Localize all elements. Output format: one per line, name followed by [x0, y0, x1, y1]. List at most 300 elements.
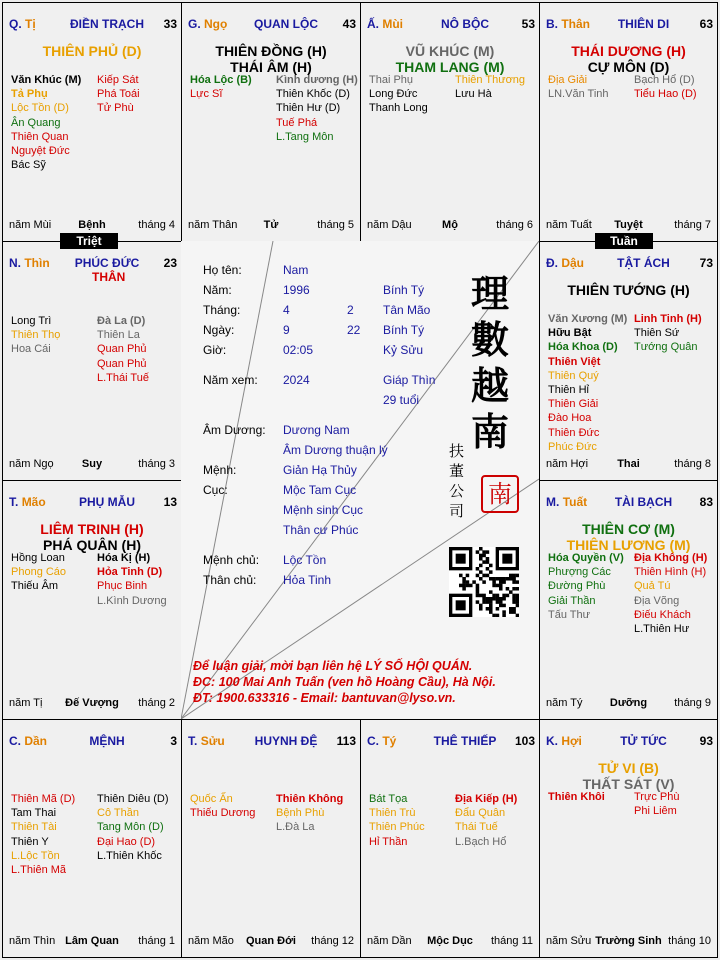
star-item: Thiên Mã (D) — [11, 793, 76, 805]
star-item: Thiên Việt — [548, 355, 601, 368]
palace-footer — [9, 935, 175, 949]
star-item: Phúc Đức — [548, 440, 597, 453]
nam-xem-can-chi: Giáp Thìn — [383, 373, 436, 387]
minor-stars-right — [634, 73, 697, 101]
nam-can-chi: Bính Tý — [383, 283, 425, 297]
palace-huynh-de — [181, 719, 361, 958]
contact-line-1: Để luận giải, mời bạn liên hệ LÝ SỐ HỘI QUÁN. — [193, 659, 473, 673]
main-stars — [7, 521, 177, 553]
star-item: Trực Phù — [634, 791, 680, 803]
minor-stars-left — [11, 792, 75, 877]
minor-stars-right — [455, 792, 517, 849]
palace-can: B. — [546, 17, 558, 31]
palace-footer — [546, 935, 711, 949]
footer-trang-sinh: Mộc Dục — [427, 935, 473, 947]
star-item: Tuế Phá — [276, 116, 318, 129]
star-item: L.Kình Dương — [97, 594, 167, 607]
palace-can: C. — [367, 734, 379, 748]
star-item: Thiên La — [97, 329, 140, 342]
minor-stars-left — [369, 792, 425, 849]
star-item: Thiếu Âm — [11, 580, 59, 593]
palace-position — [9, 734, 47, 748]
tuan-badge: Tuần — [595, 233, 653, 249]
star-item: Bát Tọa — [369, 793, 408, 805]
footer-year: năm Dần — [367, 935, 412, 947]
palace-position — [188, 17, 227, 31]
palace-name-text: THIÊN DI — [617, 17, 670, 31]
star-item: Thiên Tài — [11, 821, 57, 834]
minor-stars-right — [276, 73, 358, 144]
palace-tat-ach — [539, 241, 718, 481]
star-item: Thai Phụ — [369, 74, 414, 86]
star-item: Tiểu Hao (D) — [634, 88, 697, 101]
palace-age: 73 — [699, 256, 713, 270]
palace-name-text: ĐIỀN TRẠCH — [70, 17, 144, 31]
palace-chi: Sửu — [200, 734, 225, 748]
than-chu-label: Thân chủ: — [203, 573, 257, 587]
palace-age: 83 — [699, 495, 713, 509]
palace-header — [367, 734, 535, 750]
palace-name — [594, 734, 693, 748]
palace-the-thiep — [360, 719, 540, 958]
star-item: Hỉ Thần — [369, 835, 408, 848]
minor-stars-left — [11, 73, 81, 172]
palace-footer — [188, 935, 354, 949]
star-item: Thiên Đức — [548, 426, 600, 439]
palace-name — [415, 17, 515, 31]
star-item: Nguyệt Đức — [11, 145, 70, 158]
cuc-label: Cục: — [203, 483, 228, 497]
palace-age: 23 — [163, 256, 177, 270]
palace-age: 53 — [521, 17, 535, 31]
gio-value: 02:05 — [283, 343, 314, 357]
palace-name-text: NÔ BỘC — [441, 17, 489, 31]
star-item: Thiên Thương — [455, 74, 526, 86]
star-item: Thiên Hình (H) — [634, 566, 707, 579]
triet-badge: Triệt — [60, 233, 118, 249]
footer-trang-sinh: Quan Đới — [246, 935, 296, 947]
star-item: Phá Toái — [97, 88, 140, 101]
minor-stars-right — [97, 73, 140, 116]
palace-header — [546, 734, 713, 750]
star-item: Thiên Diêu (D) — [97, 793, 169, 805]
palace-phuc-duc — [2, 241, 182, 481]
palace-footer — [367, 219, 533, 233]
footer-trang-sinh: Trường Sinh — [595, 935, 662, 947]
star-item: L.Tang Môn — [276, 130, 334, 143]
footer-month: tháng 8 — [674, 458, 711, 470]
star-item: Hóa Khoa (D) — [548, 341, 618, 354]
palace-position — [546, 256, 584, 270]
footer-month: tháng 5 — [317, 219, 354, 231]
palace-name-text: PHÚC ĐỨC — [74, 256, 140, 270]
star-item: Quan Phủ — [97, 343, 147, 356]
footer-year: năm Thân — [188, 219, 238, 231]
main-star: PHÁ QUÂN (H) — [43, 537, 141, 553]
star-item: L.Thái Tuế — [97, 371, 149, 384]
ho-ten-label: Họ tên: — [203, 263, 242, 277]
star-item: Phượng Các — [548, 566, 611, 579]
footer-year: năm Mão — [188, 935, 234, 947]
footer-trang-sinh: Tuyệt — [614, 219, 643, 231]
star-item: Địa Giải — [548, 74, 588, 86]
palace-chi: Thìn — [24, 256, 50, 270]
palace-header — [9, 17, 177, 33]
palace-header — [546, 17, 713, 33]
palace-name-text: PHỤ MẪU — [79, 495, 135, 509]
star-item: Thiên Khốc (D) — [276, 88, 350, 101]
footer-year: năm Tị — [9, 697, 43, 709]
palace-can: Q. — [9, 17, 22, 31]
star-item: Tam Thai — [11, 807, 57, 820]
main-stars — [544, 282, 713, 298]
palace-age: 43 — [342, 17, 356, 31]
palace-name-text: QUAN LỘC — [254, 17, 318, 31]
nam-label: Năm: — [203, 283, 232, 297]
star-item: Tả Phụ — [11, 88, 48, 101]
palace-position — [546, 734, 582, 748]
menh-chu-value: Lộc Tồn — [283, 553, 327, 567]
star-item: L.Thiên Hư — [634, 623, 690, 636]
palace-chi: Thân — [561, 17, 591, 31]
star-item: Quan Phủ — [97, 357, 147, 370]
footer-year: năm Ngọ — [9, 458, 54, 470]
contact-phone-email[interactable]: ĐT: 1900.633316 - Email: bantuvan@lyso.vn. — [193, 691, 456, 705]
palace-position — [9, 256, 50, 270]
main-stars — [186, 43, 356, 75]
palace-name-text: TÀI BẠCH — [614, 495, 673, 509]
palace-quan-loc — [181, 2, 361, 242]
minor-stars-right — [276, 792, 343, 835]
star-item: Ân Quang — [11, 116, 61, 129]
star-item: Kình dương (H) — [276, 74, 358, 86]
star-item: Hóa Kị (H) — [97, 552, 151, 564]
footer-year: năm Tý — [546, 697, 583, 709]
star-item: Linh Tinh (H) — [634, 313, 702, 325]
main-star: THIÊN CƠ (M) — [582, 521, 675, 537]
footer-year: năm Dậu — [367, 219, 412, 231]
palace-chi: Tý — [382, 734, 397, 748]
palace-age: 103 — [514, 734, 535, 748]
star-item: Quả Tú — [634, 580, 671, 593]
palace-can: T. — [9, 495, 19, 509]
palace-menh — [2, 719, 182, 958]
main-star: THÁI ÂM (H) — [230, 59, 312, 75]
am-duong-note: Âm Dương thuận lý — [283, 443, 388, 457]
star-item: Hỏa Tinh (D) — [97, 566, 163, 579]
palace-position — [9, 17, 36, 31]
palace-thien-di — [539, 2, 718, 242]
star-item: Long Trì — [11, 315, 52, 327]
palace-footer — [546, 458, 711, 472]
ngay-can-chi: Bính Tý — [383, 323, 425, 337]
footer-year: năm Sửu — [546, 935, 592, 947]
palace-header — [188, 17, 356, 33]
star-item: Đường Phù — [548, 580, 606, 593]
palace-can: C. — [9, 734, 21, 748]
palace-can: Đ. — [546, 256, 558, 270]
minor-stars-left — [190, 73, 252, 101]
main-stars — [7, 43, 177, 59]
palace-name — [594, 495, 693, 509]
cuc-value: Mộc Tam Cục — [283, 483, 357, 497]
main-star: TỬ VI (B) — [598, 760, 659, 776]
palace-name — [415, 734, 515, 748]
footer-month: tháng 6 — [496, 219, 533, 231]
star-item: Hoa Cái — [11, 343, 51, 356]
minor-stars-left — [369, 73, 428, 116]
footer-month: tháng 4 — [138, 219, 175, 231]
palace-position — [188, 734, 225, 748]
palace-tu-tuc — [539, 719, 718, 958]
footer-trang-sinh: Thai — [617, 458, 640, 470]
palace-can: G. — [188, 17, 201, 31]
gio-label: Giờ: — [203, 343, 227, 357]
qr-code — [449, 547, 519, 617]
thang-am-lich: 2 — [347, 303, 354, 317]
main-star: THAM LANG (M) — [395, 59, 505, 75]
star-item: Văn Xương (M) — [548, 313, 628, 325]
nam-xem-value: 2024 — [283, 373, 310, 387]
minor-stars-right — [634, 790, 679, 818]
minor-stars-left — [548, 73, 609, 101]
palace-age: 33 — [163, 17, 177, 31]
star-item: Bạch Hổ (D) — [634, 74, 695, 86]
footer-year: năm Mùi — [9, 219, 52, 231]
palace-name-text: HUYNH ĐỆ — [254, 734, 318, 748]
main-star: THIÊN LƯƠNG (M) — [566, 537, 691, 553]
palace-tai-bach — [539, 480, 718, 720]
palace-footer — [9, 697, 175, 711]
palace-footer — [367, 935, 533, 949]
palace-name — [594, 256, 693, 270]
palace-name — [236, 734, 336, 748]
minor-stars-left — [190, 792, 255, 820]
palace-chi: Mão — [21, 495, 46, 509]
star-item: Hữu Bật — [548, 327, 592, 340]
palace-name-text: THÊ THIẾP — [433, 734, 497, 748]
star-item: Thiên Trù — [369, 807, 416, 820]
main-star: THÁI DƯƠNG (H) — [571, 43, 686, 59]
star-item: Lực Sĩ — [190, 88, 223, 101]
menh-value: Giản Hạ Thủy — [283, 463, 357, 477]
calligraphy-main: 理數越南 — [471, 271, 510, 454]
main-stars — [544, 521, 713, 553]
red-seal: 南 — [481, 475, 519, 513]
palace-can: Ấ. — [367, 17, 379, 31]
star-item: LN.Văn Tinh — [548, 88, 609, 101]
star-item: Thiên Khôi — [548, 791, 605, 803]
palace-age: 93 — [699, 734, 713, 748]
palace-header — [546, 495, 713, 511]
palace-chi: Tuất — [562, 495, 588, 509]
main-star: THẤT SÁT (V) — [582, 776, 675, 792]
palace-name — [57, 17, 157, 31]
star-item: Thiên Không — [276, 793, 344, 805]
contact-address: ĐC: 100 Mai Anh Tuấn (ven hồ Hoàng Cầu), Hà Nội. — [193, 675, 496, 689]
minor-stars-left — [548, 312, 627, 454]
palace-chi: Mùi — [382, 17, 404, 31]
palace-header — [188, 734, 356, 750]
palace-header — [9, 734, 177, 750]
thang-value: 4 — [283, 303, 290, 317]
star-item: L.Thiên Khốc — [97, 849, 162, 862]
palace-header — [9, 495, 177, 511]
palace-name — [236, 17, 336, 31]
than-chu-value: Hỏa Tinh — [283, 573, 332, 587]
palace-footer — [9, 219, 175, 233]
footer-month: tháng 10 — [668, 935, 711, 947]
minor-stars-left — [11, 314, 60, 357]
star-item: Thanh Long — [369, 102, 428, 115]
cuc-relation: Mệnh sinh Cục — [283, 503, 364, 517]
minor-stars-right — [455, 73, 525, 101]
star-item: Địa Không (H) — [634, 552, 708, 564]
ngay-value: 9 — [283, 323, 290, 337]
palace-position — [546, 17, 590, 31]
palace-dien-trach — [2, 2, 182, 242]
main-stars — [544, 760, 713, 792]
minor-stars-right — [97, 314, 149, 385]
minor-stars-right — [97, 792, 169, 863]
minor-stars-left — [548, 790, 605, 804]
star-item: Thiên Phúc — [369, 821, 425, 834]
star-item: Địa Võng — [634, 594, 680, 607]
footer-month: tháng 1 — [138, 935, 175, 947]
menh-chu-label: Mệnh chủ: — [203, 553, 260, 567]
footer-year: năm Hợi — [546, 458, 589, 470]
star-item: Lộc Tồn (D) — [11, 102, 69, 115]
star-item: Lưu Hà — [455, 88, 492, 101]
ho-ten-value: Nam — [283, 263, 309, 277]
star-item: Tướng Quân — [634, 341, 698, 354]
palace-phu-mau — [2, 480, 182, 720]
footer-trang-sinh: Lâm Quan — [65, 935, 119, 947]
palace-footer — [546, 697, 711, 711]
main-stars — [544, 43, 713, 75]
minor-stars-left — [548, 551, 624, 622]
palace-age: 13 — [163, 495, 177, 509]
calligraphy-side: 扶董公司 — [449, 442, 465, 520]
star-item: Bác Sỹ — [11, 159, 46, 172]
palace-header — [367, 17, 535, 33]
palace-can: N. — [9, 256, 21, 270]
star-item: Long Đức — [369, 88, 418, 101]
footer-trang-sinh: Mộ — [442, 219, 458, 231]
star-item: Phong Cáo — [11, 566, 67, 579]
palace-chi: Ngọ — [204, 17, 228, 31]
palace-name-text: TẬT ÁCH — [617, 256, 670, 270]
footer-month: tháng 2 — [138, 697, 175, 709]
main-star: VŨ KHÚC (M) — [405, 43, 495, 59]
center-info-panel — [181, 241, 539, 719]
palace-name-text: MỆNH — [89, 734, 125, 748]
footer-month: tháng 3 — [138, 458, 175, 470]
palace-age: 113 — [336, 734, 356, 748]
minor-stars-left — [11, 551, 66, 594]
palace-chi: Dần — [24, 734, 48, 748]
main-stars — [365, 43, 535, 75]
star-item: Thiên Y — [11, 835, 49, 848]
palace-position — [367, 17, 403, 31]
palace-age: 3 — [170, 734, 177, 748]
palace-footer — [9, 458, 175, 472]
star-item: Thiên Sứ — [634, 327, 680, 340]
am-duong-label: Âm Dương: — [203, 423, 266, 437]
star-item: Tử Phù — [97, 102, 134, 115]
palace-can: K. — [546, 734, 558, 748]
minor-stars-right — [634, 312, 702, 355]
palace-age: 63 — [699, 17, 713, 31]
star-item: Bệnh Phù — [276, 807, 325, 820]
star-item: Cô Thần — [97, 807, 139, 820]
footer-trang-sinh: Suy — [81, 458, 103, 470]
footer-year: năm Tuất — [546, 219, 592, 231]
footer-trang-sinh: Tử — [263, 219, 279, 231]
ngay-am-lich: 22 — [347, 323, 361, 337]
nam-xem-label: Năm xem: — [203, 373, 258, 387]
main-star: THIÊN ĐỒNG (H) — [215, 43, 327, 59]
star-item: Thái Tuế — [455, 821, 498, 834]
star-item: Thiên Thọ — [11, 329, 61, 342]
main-star: THIÊN TƯỚNG (H) — [567, 282, 690, 298]
star-item: L.Thiên Mã — [11, 864, 67, 877]
star-item: Kiếp Sát — [97, 74, 139, 86]
palace-name — [57, 256, 157, 284]
footer-month: tháng 7 — [674, 219, 711, 231]
gio-can-chi: Kỷ Sửu — [383, 343, 424, 357]
palace-name-text: TỬ TỨC — [620, 734, 667, 748]
palace-can: T. — [188, 734, 198, 748]
star-item: Thiên Giải — [548, 398, 599, 411]
star-item: Giải Thần — [548, 594, 596, 607]
palace-position — [9, 495, 46, 509]
star-item: L.Bạch Hổ — [455, 835, 507, 848]
palace-position — [546, 495, 587, 509]
footer-year: năm Thìn — [9, 935, 56, 947]
star-item: Đà La (D) — [97, 315, 146, 327]
footer-trang-sinh: Bệnh — [78, 219, 106, 231]
than-marker: THÂN — [92, 270, 126, 284]
star-item: Đẩu Quân — [455, 807, 506, 820]
main-star: CỰ MÔN (D) — [587, 59, 670, 75]
star-item: Địa Kiếp (H) — [455, 793, 518, 805]
main-star: THIÊN PHỦ (D) — [42, 43, 142, 59]
palace-chi: Dậu — [561, 256, 585, 270]
star-item: Điếu Khách — [634, 608, 691, 621]
menh-label: Mệnh: — [203, 463, 237, 477]
palace-header — [9, 256, 177, 284]
palace-footer — [546, 219, 711, 233]
star-item: Thiên Quan — [11, 130, 69, 143]
thang-label: Tháng: — [203, 303, 241, 317]
palace-name — [57, 734, 157, 748]
star-item: Đào Hoa — [548, 412, 592, 425]
thang-can-chi: Tân Mão — [383, 303, 431, 317]
footer-trang-sinh: Dưỡng — [609, 697, 648, 709]
footer-month: tháng 9 — [674, 697, 711, 709]
star-item: Hồng Loan — [11, 552, 65, 564]
palace-footer — [188, 219, 354, 233]
main-star: LIÊM TRINH (H) — [40, 521, 144, 537]
palace-header — [546, 256, 713, 272]
star-item: Tấu Thư — [548, 608, 591, 621]
palace-name — [594, 17, 693, 31]
star-item: Thiên Hỉ — [548, 384, 589, 397]
palace-chi: Hợi — [561, 734, 582, 748]
star-item: Phục Binh — [97, 580, 148, 593]
footer-trang-sinh: Đế Vượng — [65, 697, 119, 709]
